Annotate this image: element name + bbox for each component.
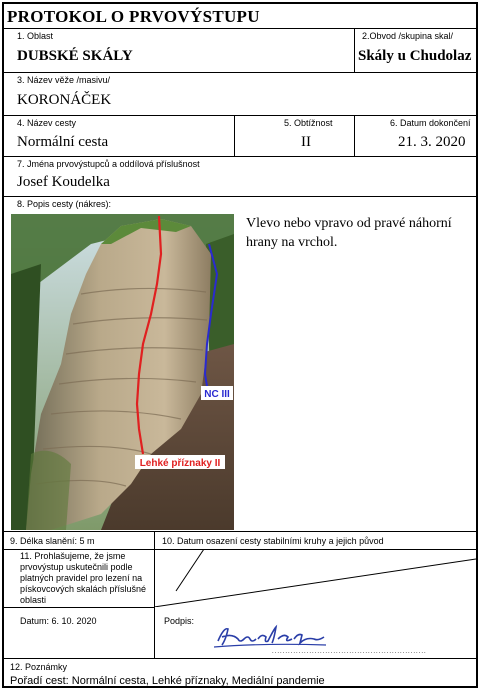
signature-label: Podpis: [164, 616, 195, 626]
route-value: Normální cesta [17, 134, 109, 150]
difficulty-value: II [301, 134, 311, 150]
empty-cell-strike [154, 549, 476, 607]
divider [4, 72, 476, 73]
divider [4, 531, 476, 532]
signature [214, 619, 329, 653]
divider [4, 658, 476, 659]
climbers-label: 7. Jména prvovýstupců a oddílová příslušnost [17, 159, 200, 169]
area-label: 1. Oblast [17, 31, 54, 41]
protocol-form [2, 2, 478, 688]
divider [4, 156, 476, 157]
date-completed-label: 6. Datum dokončení [390, 118, 471, 128]
district-label: 2.Obvod /skupina skal/ [362, 31, 454, 41]
area-value: DUBSKÉ SKÁLY [17, 48, 133, 64]
divider [4, 607, 154, 608]
form-title: PROTOKOL O PRVOVÝSTUPU [7, 7, 260, 26]
divider [354, 115, 355, 156]
divider [234, 115, 235, 156]
date-signed-label: Datum: 6. 10. 2020 [20, 616, 97, 626]
divider [4, 115, 476, 116]
difficulty-label: 5. Obtížnost [284, 118, 333, 128]
rappel-label: 9. Délka slanění: 5 m [10, 536, 95, 546]
description-label: 8. Popis cesty (nákres): [17, 199, 112, 209]
divider [354, 28, 355, 72]
route-label: 4. Název cesty [17, 118, 77, 128]
date-completed-value: 21. 3. 2020 [398, 134, 466, 150]
route-photo [11, 214, 234, 530]
tower-value: KORONÁČEK [17, 92, 112, 108]
description-value: Vlevo nebo vpravo od pravé náhorní hrany na vrchol. [246, 216, 452, 250]
declaration-text: 11. Prohlašujeme, že jsme prvovýstup uskutečnili podle platných pravidel pro lezení na pískovcových skalách příslušné oblasti [20, 551, 147, 605]
district-value: Skály u Chudolaz [358, 48, 472, 64]
divider [4, 28, 476, 29]
notes-label: 12. Poznámky [10, 662, 68, 672]
moss-base [26, 451, 71, 530]
notes-value: Pořadí cest: Normální cesta, Lehké příznaky, Mediální pandemie [10, 675, 325, 687]
route-label-blue: NC III [204, 389, 230, 400]
signature-dotted-line: .......................................................... [272, 649, 427, 655]
climbers-value: Josef Koudelka [17, 174, 110, 190]
route-label-red: Lehké příznaky II [139, 458, 221, 469]
divider [4, 196, 476, 197]
anchors-label: 10. Datum osazení cesty stabilními kruhy a jejich původ [162, 536, 384, 546]
tower-label: 3. Název věže /masivu/ [17, 75, 111, 85]
